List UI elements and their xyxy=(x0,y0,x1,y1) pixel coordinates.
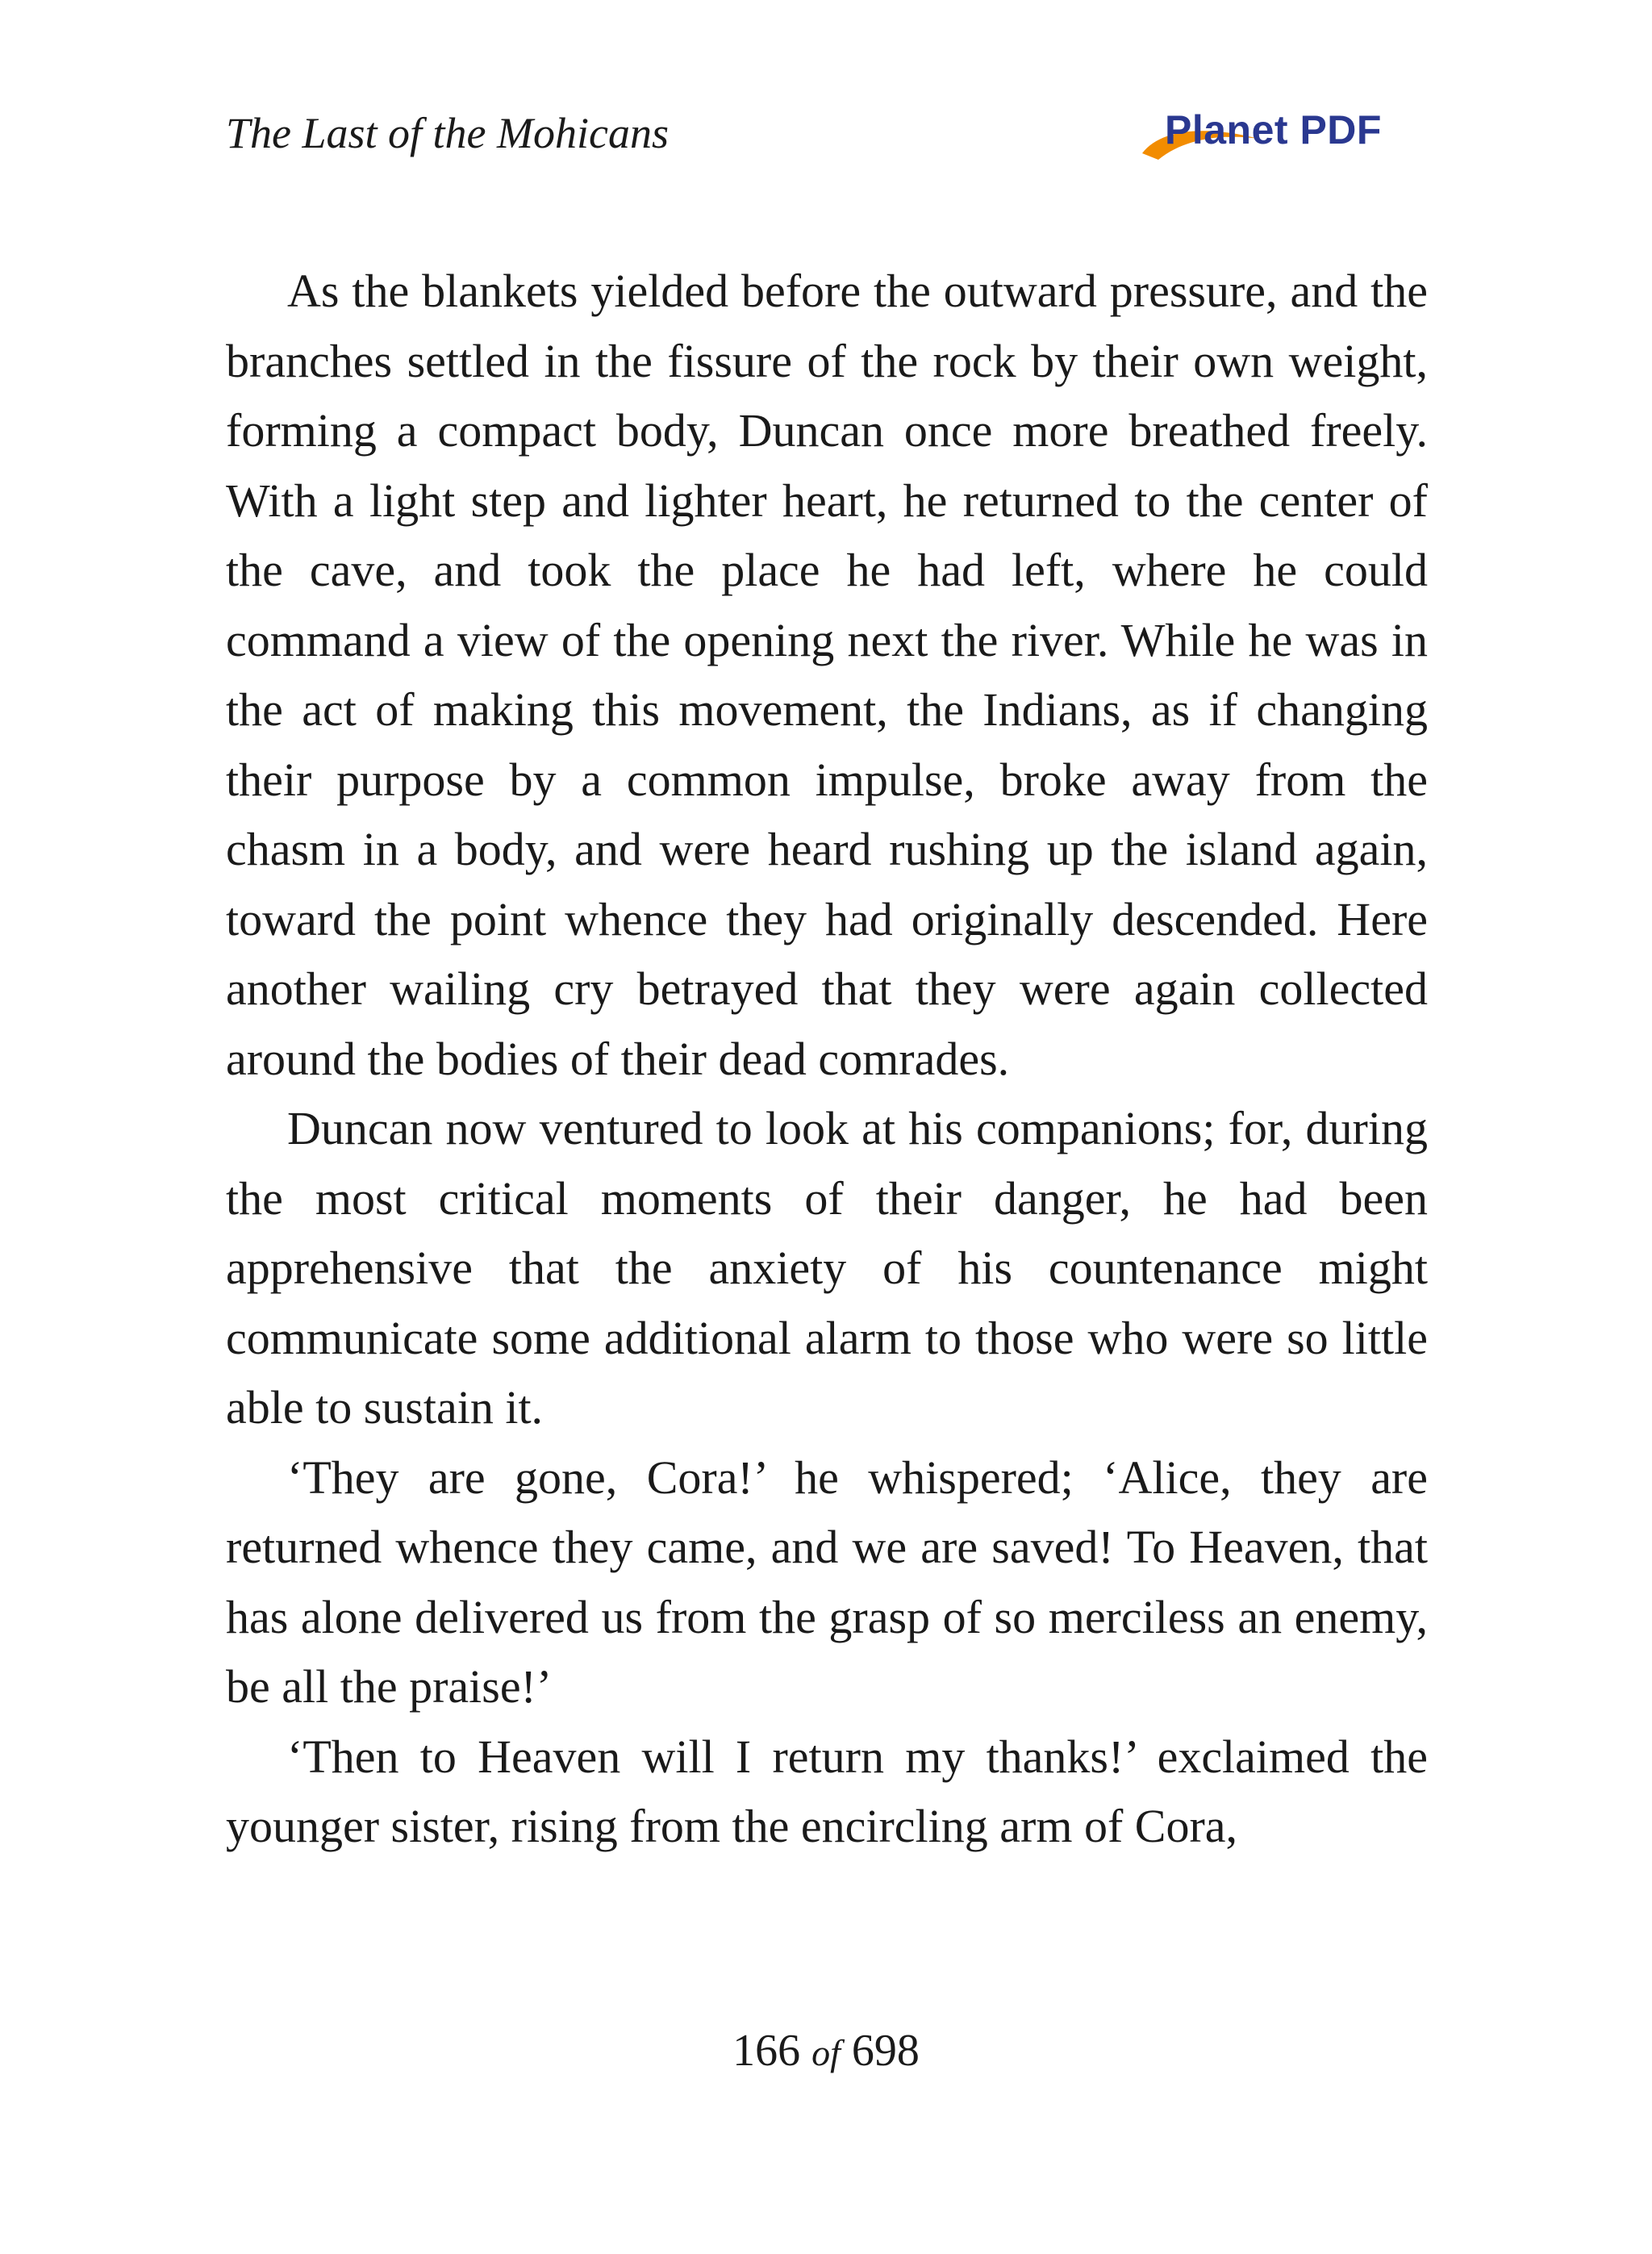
paragraph: As the blankets yielded before the outward pressure, and the branches settled in the fissure of the rock by their own weight, forming a compact body, Duncan once more breathed freely. With a light step and lighter heart, he returned to the center of the cave, and took the place he had left, where he could command a view of the opening next the river. While he was in the act of making this movement, the Indians, as if changing their purpose by a common impulse, broke away from the chasm in a body, and were heard rushing up the island again, toward the point whence they had originally descended. Here another wailing cry betrayed that they were again collected around the bodies of their dead comrades. xyxy=(226,265,1428,1085)
page-of-word: of xyxy=(811,2032,841,2073)
current-page-number: 166 xyxy=(732,2026,801,2076)
page-header xyxy=(226,103,1428,176)
total-pages-number: 698 xyxy=(851,2026,920,2076)
page-number xyxy=(0,2025,1652,2077)
paragraph: ‘They are gone, Cora!’ he whispered; ‘Alice, they are returned whence they came, and we are saved! To Heaven, that has alone delivered us from the grasp of so merciless an enemy, be all the praise!’ xyxy=(226,1450,1428,1713)
logo-text: Planet PDF xyxy=(1165,107,1382,152)
running-title: The Last of the Mohicans xyxy=(226,109,669,157)
planet-pdf-logo xyxy=(1137,103,1428,168)
paragraph: Duncan now ventured to look at his companions; for, during the most critical moments of their danger, he had been apprehensive that the anxiety of his countenance might communicate some additional alarm to those who were so little able to sustain it. xyxy=(226,1102,1428,1434)
paragraph: ‘Then to Heaven will I return my thanks!’ exclaimed the younger sister, rising from the encircling arm of Cora, xyxy=(226,1730,1428,1852)
body-text xyxy=(226,257,1428,1862)
